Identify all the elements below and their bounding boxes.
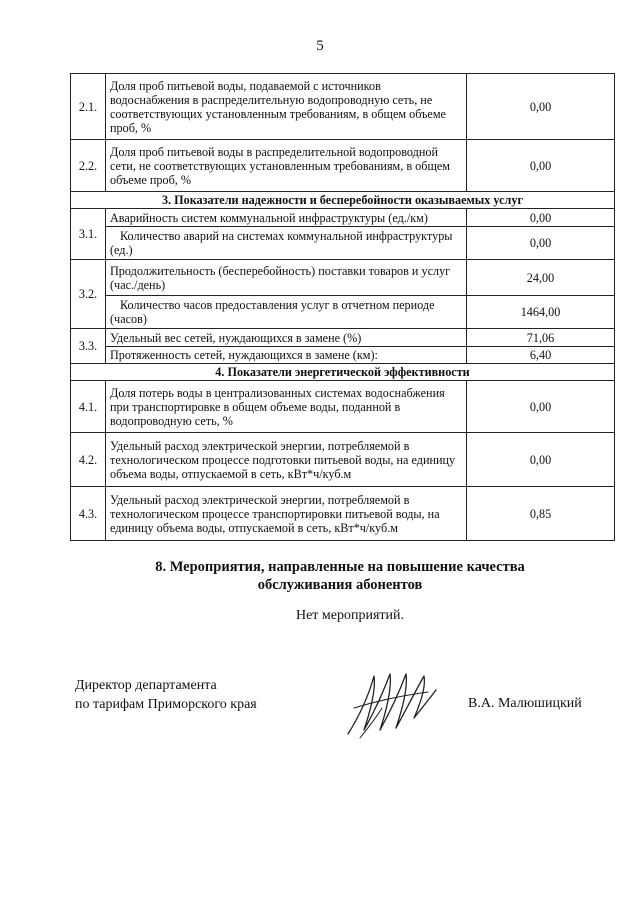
row-number: 2.1. xyxy=(71,74,106,140)
indicator-value: 0,00 xyxy=(467,381,615,433)
table-row xyxy=(71,227,615,260)
sub-indicator-description: Протяженность сетей, нуждающихся в замене (км): xyxy=(106,347,467,364)
section-header-row xyxy=(71,192,615,209)
table-row xyxy=(71,209,615,227)
indicator-value: 0,00 xyxy=(467,433,615,487)
indicator-value: 0,00 xyxy=(467,74,615,140)
sub-indicator-description: Количество часов предоставления услуг в отчетном периоде (часов) xyxy=(106,296,467,329)
indicator-value: 6,40 xyxy=(467,347,615,364)
indicator-description: Доля потерь воды в централизованных системах водоснабжения при транспортировке в общем объеме воды, поданной в водопроводную сеть, % xyxy=(106,381,467,433)
indicator-value: 0,00 xyxy=(467,227,615,260)
table-row xyxy=(71,140,615,192)
section8-body: Нет мероприятий. xyxy=(295,608,405,623)
indicator-description: Доля проб питьевой воды в распределительной водопроводной сети, не соответствующих установленным требованиям, в общем объеме проб, % xyxy=(106,140,467,192)
signatory-position-line2: по тарифам Приморского края xyxy=(75,697,257,712)
indicator-value: 24,00 xyxy=(467,260,615,296)
signer-name: В.А. Малюшицкий xyxy=(468,696,582,711)
indicator-value: 1464,00 xyxy=(467,296,615,329)
sub-indicator-description: Количество аварий на системах коммунальной инфраструктуры (ед.) xyxy=(106,227,467,260)
table-row xyxy=(71,433,615,487)
indicator-value: 71,06 xyxy=(467,329,615,347)
table-row xyxy=(71,260,615,296)
indicators-table xyxy=(70,73,615,541)
table-row xyxy=(71,487,615,541)
indicator-value: 0,85 xyxy=(467,487,615,541)
table-row xyxy=(71,329,615,347)
indicator-description: Доля проб питьевой воды, подаваемой с источников водоснабжения в распределительную водопроводную сеть, не соответствующих установленным требованиям, в общем объеме проб, % xyxy=(106,74,467,140)
row-number: 3.1. xyxy=(71,209,106,260)
row-number: 4.2. xyxy=(71,433,106,487)
table-row xyxy=(71,74,615,140)
table-row xyxy=(71,347,615,364)
section-title: 4. Показатели энергетической эффективности xyxy=(71,364,615,381)
indicator-description: Аварийность систем коммунальной инфраструктуры (ед./км) xyxy=(106,209,467,227)
row-number: 4.3. xyxy=(71,487,106,541)
signatory-position-line1: Директор департамента xyxy=(75,678,217,693)
row-number: 2.2. xyxy=(71,140,106,192)
indicator-description: Удельный расход электрической энергии, потребляемой в технологическом процессе подготовки питьевой воды, на единицу объема воды, отпускаемой в сеть, кВт*ч/куб.м xyxy=(106,433,467,487)
section-header-row xyxy=(71,364,615,381)
row-number: 3.3. xyxy=(71,329,106,364)
section-title: 3. Показатели надежности и бесперебойности оказываемых услуг xyxy=(71,192,615,209)
table-row xyxy=(71,296,615,329)
section8-heading-line1: 8. Мероприятия, направленные на повышение качества xyxy=(155,559,525,575)
indicator-description: Удельный расход электрической энергии, потребляемой в технологическом процессе транспортировки питьевой воды, на единицу объема воды, отпускаемой в сеть, кВт*ч/куб.м xyxy=(106,487,467,541)
page-number: 5 xyxy=(316,38,324,54)
row-number: 3.2. xyxy=(71,260,106,329)
signatory-position xyxy=(75,676,257,714)
indicator-value: 0,00 xyxy=(467,140,615,192)
indicator-value: 0,00 xyxy=(467,209,615,227)
section8-heading-line2: обслуживания абонентов xyxy=(257,577,423,593)
indicator-description: Продолжительность (бесперебойность) поставки товаров и услуг (час./день) xyxy=(106,260,467,296)
handwritten-signature xyxy=(340,668,440,743)
section8-heading xyxy=(100,558,580,594)
indicator-description: Удельный вес сетей, нуждающихся в замене (%) xyxy=(106,329,467,347)
table-row xyxy=(71,381,615,433)
row-number: 4.1. xyxy=(71,381,106,433)
